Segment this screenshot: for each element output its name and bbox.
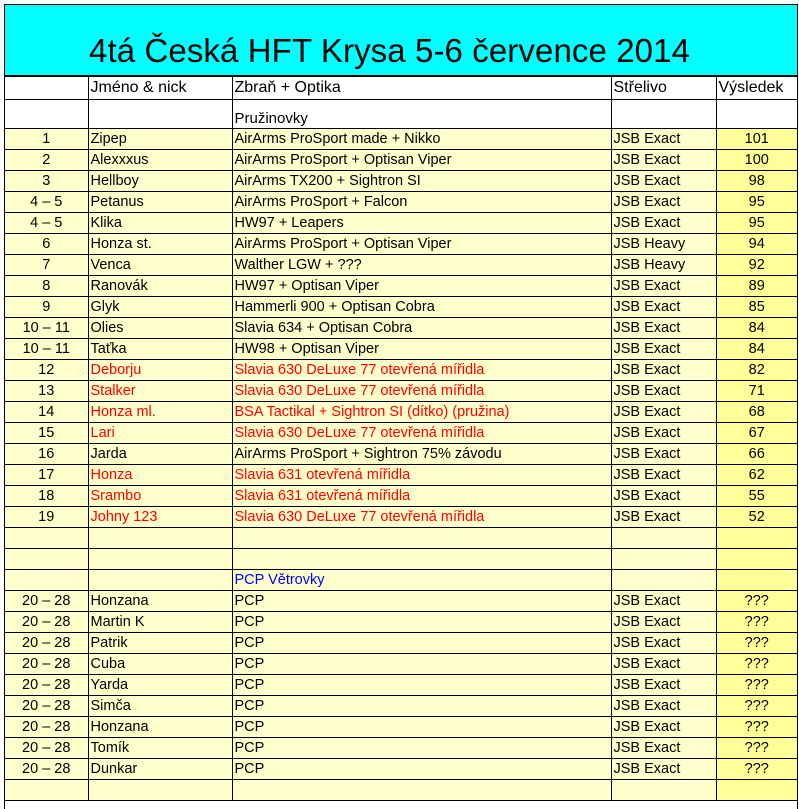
ammo-cell: JSB Exact — [611, 402, 716, 423]
empty-cell — [88, 780, 232, 801]
ammo-cell: JSB Exact — [611, 129, 716, 150]
table-row — [5, 192, 797, 213]
section-label-pcp: PCP Větrovky — [232, 570, 611, 591]
results-table — [5, 76, 797, 801]
gun-cell: Slavia 631 otevřená mířidla — [232, 465, 611, 486]
score-cell: 55 — [716, 486, 797, 507]
score-cell: 85 — [716, 297, 797, 318]
rank-cell: 4 – 5 — [5, 213, 88, 234]
gun-cell: Slavia 630 DeLuxe 77 otevřená mířidla — [232, 423, 611, 444]
empty-score-cell — [716, 570, 797, 591]
empty-score-cell — [716, 780, 797, 801]
score-cell: 92 — [716, 255, 797, 276]
name-cell: Deborju — [88, 360, 232, 381]
ammo-cell: JSB Exact — [611, 612, 716, 633]
rank-cell: 20 – 28 — [5, 654, 88, 675]
gun-cell: Slavia 634 + Optisan Cobra — [232, 318, 611, 339]
ammo-cell: JSB Exact — [611, 381, 716, 402]
empty-cell — [232, 549, 611, 570]
empty-cell — [611, 780, 716, 801]
gun-cell: PCP — [232, 675, 611, 696]
gun-cell: AirArms TX200 + Sightron SI — [232, 171, 611, 192]
gun-cell: Slavia 630 DeLuxe 77 otevřená mířidla — [232, 507, 611, 528]
gun-cell: BSA Tactikal + Sightron SI (dítko) (pružina) — [232, 402, 611, 423]
ammo-cell: JSB Exact — [611, 360, 716, 381]
gun-cell: PCP — [232, 591, 611, 612]
name-cell: Taťka — [88, 339, 232, 360]
rank-cell: 20 – 28 — [5, 612, 88, 633]
gun-cell: PCP — [232, 717, 611, 738]
rank-cell: 8 — [5, 276, 88, 297]
ammo-cell: JSB Exact — [611, 717, 716, 738]
ammo-cell: JSB Exact — [611, 465, 716, 486]
empty-cell — [5, 570, 88, 591]
gun-cell: PCP — [232, 654, 611, 675]
score-cell: ??? — [716, 738, 797, 759]
table-row — [5, 444, 797, 465]
empty-cell — [88, 570, 232, 591]
empty-cell — [232, 528, 611, 549]
table-row — [5, 213, 797, 234]
ammo-cell: JSB Exact — [611, 675, 716, 696]
name-cell: Honzana — [88, 591, 232, 612]
rank-cell: 17 — [5, 465, 88, 486]
rank-cell: 20 – 28 — [5, 633, 88, 654]
table-row — [5, 129, 797, 150]
ammo-cell: JSB Exact — [611, 150, 716, 171]
table-row — [5, 654, 797, 675]
rank-cell: 9 — [5, 297, 88, 318]
section-row-springers — [5, 100, 797, 129]
table-row — [5, 297, 797, 318]
name-cell: Venca — [88, 255, 232, 276]
table-row — [5, 423, 797, 444]
header-score: Výsledek — [716, 77, 797, 100]
score-cell: ??? — [716, 717, 797, 738]
name-cell: Zipep — [88, 129, 232, 150]
rank-cell: 15 — [5, 423, 88, 444]
gun-cell: AirArms ProSport + Sightron 75% závodu — [232, 444, 611, 465]
score-cell: 89 — [716, 276, 797, 297]
gun-cell: HW98 + Optisan Viper — [232, 339, 611, 360]
gun-cell: Slavia 630 DeLuxe 77 otevřená mířidla — [232, 381, 611, 402]
score-cell: 98 — [716, 171, 797, 192]
gun-cell: AirArms ProSport made + Nikko — [232, 129, 611, 150]
gun-cell: HW97 + Optisan Viper — [232, 276, 611, 297]
name-cell: Hellboy — [88, 171, 232, 192]
header-gun: Zbraň + Optika — [232, 77, 611, 100]
name-cell: Johny 123 — [88, 507, 232, 528]
header-ammo: Střelivo — [611, 77, 716, 100]
table-row — [5, 591, 797, 612]
rank-cell: 20 – 28 — [5, 675, 88, 696]
name-cell: Dunkar — [88, 759, 232, 780]
ammo-cell: JSB Exact — [611, 423, 716, 444]
gun-cell: Slavia 630 DeLuxe 77 otevřená mířidla — [232, 360, 611, 381]
name-cell: Cuba — [88, 654, 232, 675]
rank-cell: 3 — [5, 171, 88, 192]
name-cell: Petanus — [88, 192, 232, 213]
score-cell: 82 — [716, 360, 797, 381]
score-cell: ??? — [716, 654, 797, 675]
name-cell: Honza ml. — [88, 402, 232, 423]
score-cell: 101 — [716, 129, 797, 150]
name-cell: Olies — [88, 318, 232, 339]
rank-cell: 20 – 28 — [5, 738, 88, 759]
ammo-cell: JSB Exact — [611, 171, 716, 192]
table-row — [5, 675, 797, 696]
score-cell: 67 — [716, 423, 797, 444]
rank-cell: 20 – 28 — [5, 696, 88, 717]
table-row — [5, 234, 797, 255]
ammo-cell: JSB Heavy — [611, 255, 716, 276]
ammo-cell: JSB Exact — [611, 276, 716, 297]
gun-cell: PCP — [232, 738, 611, 759]
blank-row — [5, 570, 797, 591]
name-cell: Honza st. — [88, 234, 232, 255]
rank-cell: 20 – 28 — [5, 759, 88, 780]
name-cell: Patrik — [88, 633, 232, 654]
score-cell: ??? — [716, 612, 797, 633]
name-cell: Honza — [88, 465, 232, 486]
rank-cell: 20 – 28 — [5, 717, 88, 738]
score-cell: ??? — [716, 633, 797, 654]
table-row — [5, 318, 797, 339]
empty-score-cell — [716, 549, 797, 570]
rank-cell: 14 — [5, 402, 88, 423]
table-row — [5, 612, 797, 633]
ammo-cell: JSB Exact — [611, 318, 716, 339]
gun-cell: AirArms ProSport + Optisan Viper — [232, 150, 611, 171]
ammo-cell: JSB Exact — [611, 192, 716, 213]
score-cell: 95 — [716, 213, 797, 234]
score-cell: 84 — [716, 318, 797, 339]
score-cell: 66 — [716, 444, 797, 465]
page-title: 4tá Česká HFT Krysa 5-6 července 2014 — [89, 32, 691, 69]
ammo-cell: JSB Exact — [611, 213, 716, 234]
score-cell: 71 — [716, 381, 797, 402]
name-cell: Honzana — [88, 717, 232, 738]
score-cell: 62 — [716, 465, 797, 486]
header-rank — [5, 77, 88, 100]
name-cell: Stalker — [88, 381, 232, 402]
table-row — [5, 633, 797, 654]
rank-cell: 6 — [5, 234, 88, 255]
ammo-cell: JSB Exact — [611, 633, 716, 654]
name-cell: Jarda — [88, 444, 232, 465]
ammo-cell: JSB Exact — [611, 696, 716, 717]
score-cell: 95 — [716, 192, 797, 213]
gun-cell: Walther LGW + ??? — [232, 255, 611, 276]
ammo-cell: JSB Exact — [611, 738, 716, 759]
blank-row — [5, 780, 797, 801]
empty-score-cell — [716, 528, 797, 549]
table-row — [5, 255, 797, 276]
table-row — [5, 507, 797, 528]
gun-cell: HW97 + Leapers — [232, 213, 611, 234]
table-row — [5, 759, 797, 780]
table-row — [5, 150, 797, 171]
empty-cell — [5, 528, 88, 549]
rank-cell: 1 — [5, 129, 88, 150]
rank-cell: 20 – 28 — [5, 591, 88, 612]
table-row — [5, 696, 797, 717]
ammo-cell: JSB Exact — [611, 444, 716, 465]
ammo-cell: JSB Exact — [611, 507, 716, 528]
rank-cell: 2 — [5, 150, 88, 171]
empty-cell — [611, 528, 716, 549]
blank-row — [5, 549, 797, 570]
name-cell: Yarda — [88, 675, 232, 696]
score-cell: ??? — [716, 696, 797, 717]
section-label-springers: Pružinovky — [232, 100, 611, 129]
empty-cell — [88, 549, 232, 570]
gun-cell: Hammerli 900 + Optisan Cobra — [232, 297, 611, 318]
results-sheet — [4, 4, 798, 809]
rank-cell: 16 — [5, 444, 88, 465]
score-cell: 100 — [716, 150, 797, 171]
ammo-cell: JSB Heavy — [611, 234, 716, 255]
name-cell: Ranovák — [88, 276, 232, 297]
rank-cell: 19 — [5, 507, 88, 528]
score-cell: 84 — [716, 339, 797, 360]
ammo-cell: JSB Exact — [611, 486, 716, 507]
name-cell: Tomík — [88, 738, 232, 759]
table-row — [5, 381, 797, 402]
ammo-cell: JSB Exact — [611, 297, 716, 318]
empty-cell — [232, 780, 611, 801]
title-banner — [5, 5, 797, 76]
table-row — [5, 486, 797, 507]
name-cell: Klika — [88, 213, 232, 234]
rank-cell: 10 – 11 — [5, 318, 88, 339]
score-cell: 94 — [716, 234, 797, 255]
ammo-cell: JSB Exact — [611, 339, 716, 360]
name-cell: Srambo — [88, 486, 232, 507]
empty-cell — [5, 780, 88, 801]
table-row — [5, 171, 797, 192]
empty-cell — [611, 570, 716, 591]
empty-cell — [5, 549, 88, 570]
rank-cell: 7 — [5, 255, 88, 276]
table-row — [5, 738, 797, 759]
score-cell: ??? — [716, 591, 797, 612]
header-row — [5, 77, 797, 100]
rank-cell: 10 – 11 — [5, 339, 88, 360]
ammo-cell: JSB Exact — [611, 759, 716, 780]
score-cell: ??? — [716, 675, 797, 696]
name-cell: Alexxxus — [88, 150, 232, 171]
gun-cell: PCP — [232, 759, 611, 780]
rank-cell: 18 — [5, 486, 88, 507]
empty-cell — [88, 528, 232, 549]
name-cell: Simča — [88, 696, 232, 717]
gun-cell: PCP — [232, 696, 611, 717]
table-row — [5, 717, 797, 738]
name-cell: Glyk — [88, 297, 232, 318]
table-row — [5, 339, 797, 360]
header-name: Jméno & nick — [88, 77, 232, 100]
gun-cell: AirArms ProSport + Optisan Viper — [232, 234, 611, 255]
gun-cell: PCP — [232, 633, 611, 654]
table-row — [5, 360, 797, 381]
blank-row — [5, 528, 797, 549]
gun-cell: PCP — [232, 612, 611, 633]
empty-cell — [611, 549, 716, 570]
score-cell: ??? — [716, 759, 797, 780]
score-cell: 52 — [716, 507, 797, 528]
gun-cell: Slavia 631 otevřená mířidla — [232, 486, 611, 507]
ammo-cell: JSB Exact — [611, 654, 716, 675]
score-cell: 68 — [716, 402, 797, 423]
name-cell: Lari — [88, 423, 232, 444]
table-row — [5, 465, 797, 486]
rank-cell: 4 – 5 — [5, 192, 88, 213]
name-cell: Martin K — [88, 612, 232, 633]
rank-cell: 13 — [5, 381, 88, 402]
rank-cell: 12 — [5, 360, 88, 381]
table-row — [5, 402, 797, 423]
table-row — [5, 276, 797, 297]
gun-cell: AirArms ProSport + Falcon — [232, 192, 611, 213]
ammo-cell: JSB Exact — [611, 591, 716, 612]
